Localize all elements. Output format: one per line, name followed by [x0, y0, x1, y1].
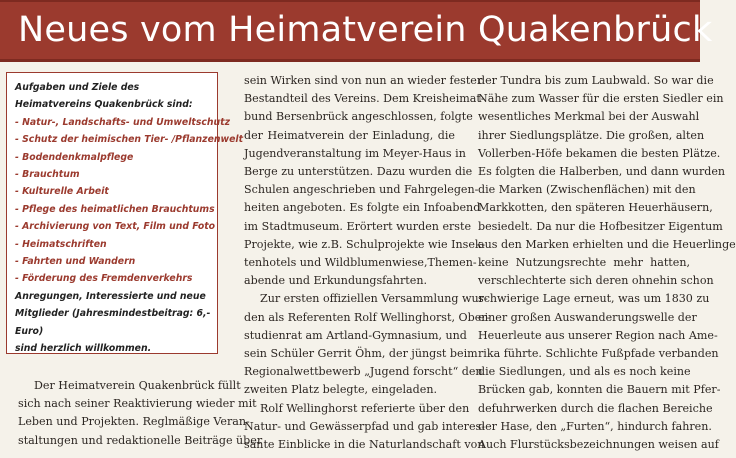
text-line: defuhrwerken durch die flachen Bereiche — [478, 401, 713, 415]
text-line: Markkotten, den späteren Heuerhäusern, — [478, 201, 713, 215]
text-line: bund Bersenbrück angeschlossen, folgte — [244, 110, 473, 124]
text-line: Heuerleute aus unserer Region nach Ame- — [478, 328, 718, 342]
membership-note — [15, 288, 211, 358]
title-banner — [0, 0, 713, 62]
text-line: im Stadtmuseum. Erörtert wurden erste — [244, 219, 472, 233]
goals-heading-line: Heimatvereins Quakenbrück sind: — [15, 99, 193, 111]
text-line: Vollerben-Höfe bekamen die besten Plätze. — [478, 146, 721, 160]
membership-note-line: Mitglieder (Jahresmindestbeitrag: 6,- Euro) — [15, 308, 211, 337]
goals-list-item: - Archivierung von Text, Film und Foto — [15, 221, 216, 233]
text-line: der Tundra bis zum Laubwald. So war die — [478, 74, 714, 87]
text-line: den als Referenten Rolf Wellinghorst, Ober- — [244, 310, 491, 324]
text-line: aus den Marken erhielten und die Heuerlinge — [478, 237, 736, 251]
text-line: sante Einblicke in die Naturlandschaft von — [244, 438, 485, 452]
text-line: Schulen angeschrieben und Fahrgelegen- — [244, 183, 479, 197]
goals-list-item: - Kulturelle Arbeit — [15, 186, 109, 198]
article-column-1 — [18, 377, 263, 450]
text-line: sein Schüler Gerrit Öhm, der jüngst beim — [244, 347, 478, 361]
text-line: verschlechterte sich deren ohnehin schon — [478, 274, 714, 288]
text-line: Auch Flurstücksbezeichnungen weisen auf — [478, 438, 719, 452]
text-line: tenhotels und Wildblumenwiese,Themen- — [244, 256, 477, 270]
text-line: rika führte. Schlichte Fußpfade verbanden — [478, 347, 719, 361]
text-line: Regionalwettbewerb „Jugend forscht“ den — [244, 365, 483, 379]
text-line: Jugendveranstaltung im Meyer-Haus in — [244, 146, 466, 160]
goals-list-item: - Schutz der heimischen Tier- /Pflanzenwelt — [15, 134, 244, 146]
text-line: Projekte, wie z.B. Schulprojekte wie Insek- — [244, 237, 486, 251]
text-line: die Siedlungen, und als es noch keine — [478, 365, 691, 379]
text-line: Es folgten die Halberben, und dann wurden — [478, 165, 726, 179]
text-line: heiten angeboten. Es folgte ein Infoabend — [244, 201, 481, 215]
goals-list-item: - Pflege des heimatlichen Brauchtums — [15, 203, 215, 215]
goals-list-item: - Heimatschriften — [15, 238, 107, 250]
goals-list-item: - Fahrten und Wandern — [15, 256, 136, 268]
text-line: schwierige Lage erneut, was um 1830 zu — [478, 292, 710, 306]
text-line: sein Wirken sind von nun an wieder fester — [244, 74, 483, 87]
text-line: der Hase, den „Furten“, hindurch fahren. — [478, 419, 712, 433]
text-line: staltungen und redaktionelle Beiträge über — [18, 433, 263, 447]
membership-note-line: sind herzlich willkommen. — [15, 343, 152, 355]
text-line: studienrat am Artland-Gymnasium, und — [244, 328, 467, 342]
text-line: Bestandteil des Vereins. Dem Kreisheimat- — [244, 92, 485, 106]
text-line: einer großen Auswanderungswelle der — [478, 310, 697, 324]
membership-note-line: Anregungen, Interessierte und neue — [15, 290, 206, 302]
text-line: besiedelt. Da nur die Hofbesitzer Eigentum — [478, 219, 723, 233]
text-line: Brücken gab, konnten die Bauern mit Pfer- — [478, 383, 721, 397]
text-line: sich nach seiner Reaktivierung wieder mit — [18, 397, 257, 411]
goals-box — [6, 72, 244, 355]
goals-heading-line: Aufgaben und Ziele des — [15, 82, 140, 93]
goals-list-item: - Natur-, Landschafts- und Umweltschutz — [15, 116, 230, 128]
goals-list-item: - Bodendenkmalpflege — [15, 151, 134, 163]
text-line: Natur- und Gewässerpfad und gab interes- — [244, 419, 485, 433]
text-line: Der Heimatverein Quakenbrück füllt — [34, 379, 241, 392]
text-line: ihrer Siedlungsplätze. Die großen, alten — [478, 128, 705, 142]
goals-list-item: - Förderung des Fremdenverkehrs — [15, 273, 193, 285]
goals-list — [15, 114, 244, 288]
text-line: Leben und Projekten. Reglmäßige Veran- — [18, 415, 250, 429]
text-line: zweiten Platz belegte, eingeladen. — [244, 383, 437, 397]
text-line: Zur ersten offiziellen Versammlung wur- — [260, 292, 488, 306]
text-line: Rolf Wellinghorst referierte über den — [260, 401, 470, 415]
article-column-3 — [478, 72, 736, 454]
text-line: Berge zu unterstützen. Dazu wurden die — [244, 165, 473, 179]
text-line: der Heimatverein der Einladung, die — [244, 128, 455, 142]
text-line: keine Nutzungsrechte mehr hatten, — [478, 256, 690, 270]
page-title: Neues vom Heimatverein Quakenbrück — [18, 10, 713, 50]
text-line: die Marken (Zwischenflächen) mit den — [478, 183, 696, 197]
text-line: Nähe zum Wasser für die ersten Siedler ein — [478, 92, 724, 106]
text-line: abende und Erkundungsfahrten. — [244, 274, 427, 288]
goals-list-item: - Brauchtum — [15, 169, 80, 181]
goals-heading — [15, 79, 211, 114]
text-line: wesentliches Merkmal bei der Auswahl — [478, 110, 700, 124]
article-column-2 — [244, 72, 491, 454]
